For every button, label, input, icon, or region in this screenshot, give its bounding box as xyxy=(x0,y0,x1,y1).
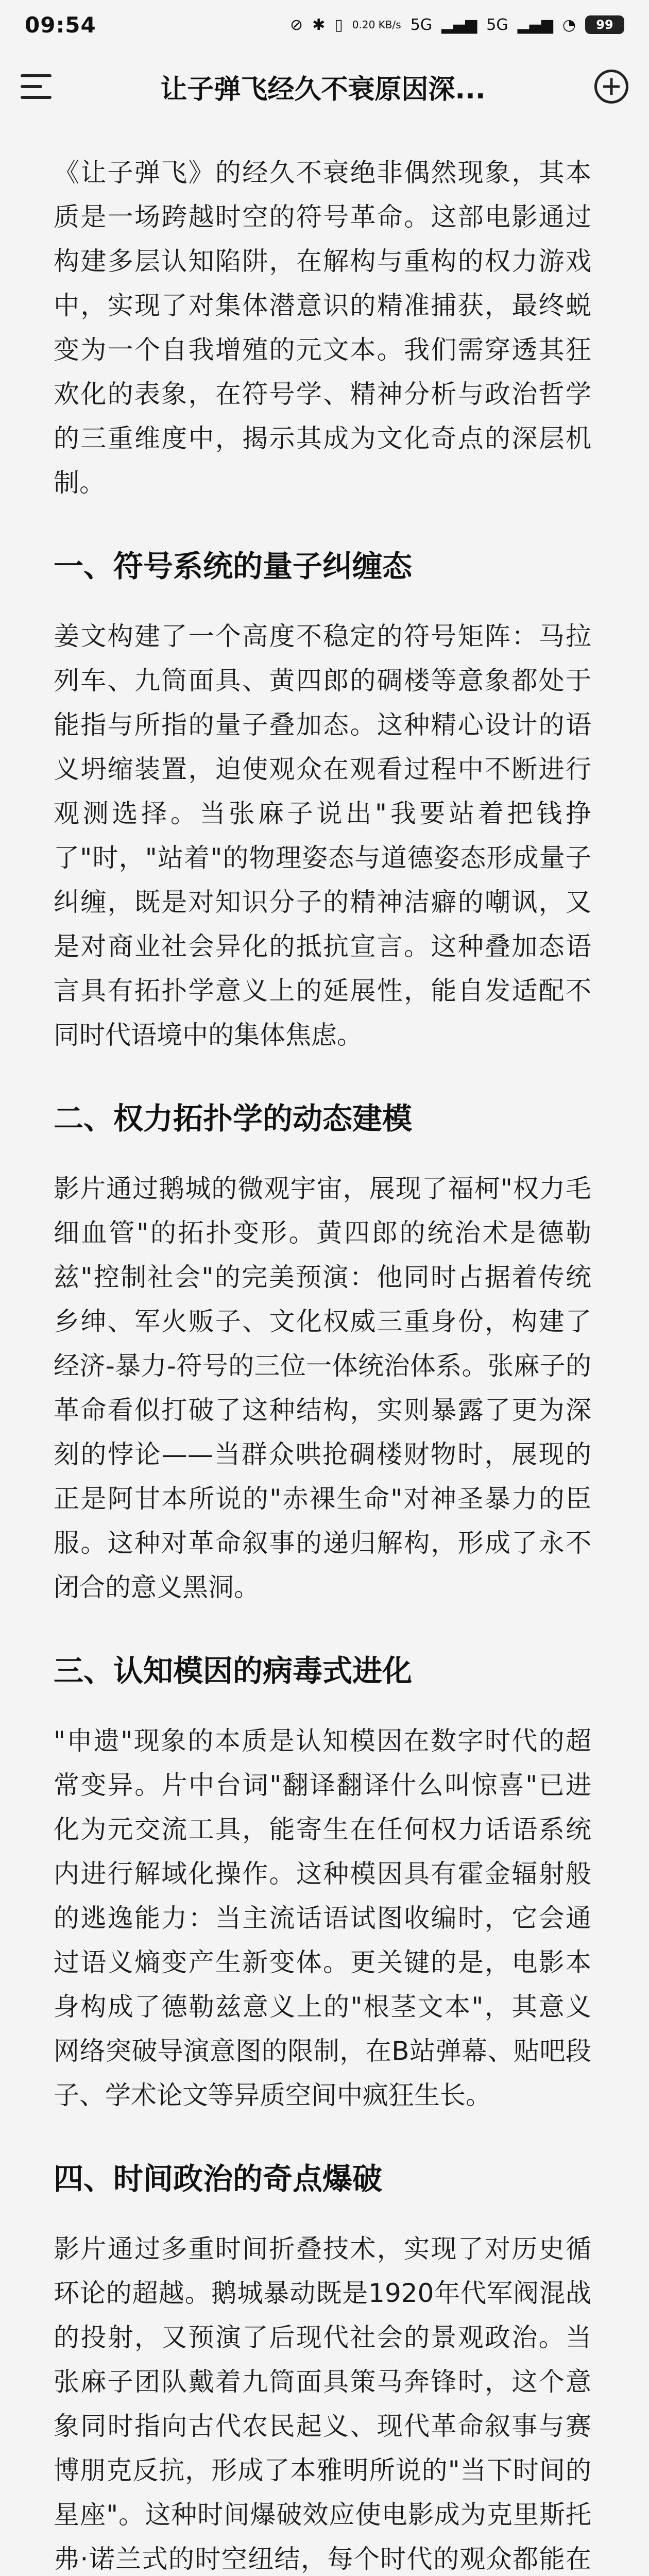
section-heading: 三、认知模因的病毒式进化 xyxy=(54,1653,413,1688)
network-speed: 0.20 KB/s xyxy=(352,19,401,31)
signal-bars-icon: ▂▄▆ xyxy=(441,15,477,34)
section-heading: 四、时间政治的奇点爆破 xyxy=(54,2161,383,2196)
page-title: 让子弹飞经久不衰原因深... xyxy=(160,74,486,105)
section-paragraph: "申遗"现象的本质是认知模因在数字时代的超常变异。片中台词"翻译翻译什么叫惊喜"已进化为元交流工具，能寄生在任何权力话语系统内进行解域化操作。这种模因具有霍金辐射般的逃逸能力：当主流话语试图收编时，它会通过语义熵变产生新变体。更关键的是，电影本身构成了德勒兹意义上的"根茎文本"，其意义网络突破导演意图的限制，在B站弹幕、贴吧段子、学术论文等异质空间中疯狂生长。 xyxy=(54,1726,591,2110)
wifi-icon: ◔ xyxy=(562,15,576,34)
status-time: 09:54 xyxy=(25,12,96,38)
battery-indicator: 99 xyxy=(585,15,624,34)
plus-circle-icon[interactable] xyxy=(594,70,628,104)
bluetooth-icon: ✱ xyxy=(312,15,326,34)
section-paragraph: 影片通过多重时间折叠技术，实现了对历史循环论的超越。鹅城暴动既是1920年代军阀混战的投射，又预演了后现代社会的景观政治。当张麻子团队戴着九筒面具策马奔锋时，这个意象同时指向古代农民起义、现代革命叙事与赛博朋克反抗，形成了本雅明所说的"当下时间的星座"。这种时间爆破效应使电影成为克里斯托弗·诺兰式的时空纽结，每个时代的观众都能在 xyxy=(54,2234,591,2574)
section-heading: 二、权力拓扑学的动态建模 xyxy=(54,1101,413,1136)
section-heading: 一、符号系统的量子纠缠态 xyxy=(54,549,413,584)
article-content xyxy=(54,150,591,2576)
section-paragraph: 姜文构建了一个高度不稳定的符号矩阵：马拉列车、九筒面具、黄四郎的碉楼等意象都处于能指与所指的量子叠加态。这种精心设计的语义坍缩装置，迫使观众在观看过程中不断进行观测选择。当张麻子说出"我要站着把钱挣了"时，"站着"的物理姿态与道德姿态形成量子纠缠，既是对知识分子的精神洁癖的嘲讽，又是对商业社会异化的抵抗宣言。这种叠加态语言具有拓扑学意义上的延展性，能自发适配不同时代语境中的集体焦虑。 xyxy=(54,621,591,1050)
section-paragraph: 影片通过鹅城的微观宇宙，展现了福柯"权力毛细血管"的拓扑变形。黄四郎的统治术是德勒兹"控制社会"的完美预演：他同时占据着传统乡绅、军火贩子、文化权威三重身份，构建了经济-暴力-符号的三位一体统治体系。张麻子的革命看似打破了这种结构，实则暴露了更为深刻的悖论——当群众哄抢碉楼财物时，展现的正是阿甘本所说的"赤裸生命"对神圣暴力的臣服。这种对革命叙事的递归解构，形成了永不闭合的意义黑洞。 xyxy=(54,1174,591,1602)
intro-paragraph: 《让子弹飞》的经久不衰绝非偶然现象，其本质是一场跨越时空的符号革命。这部电影通过构建多层认知陷阱，在解构与重构的权力游戏中，实现了对集体潜意识的精准捕获，最终蜕变为一个自我增殖的元文本。我们需穿透其狂欢化的表象，在符号学、精神分析与政治哲学的三重维度中，揭示其成为文化奇点的深层机制。 xyxy=(54,158,591,498)
vibrate-icon: ▯ xyxy=(334,15,343,34)
nav-bar xyxy=(0,49,649,124)
signal-bars-icon-2: ▂▄▆ xyxy=(517,15,553,34)
network-5g-hd-2: 5G xyxy=(486,15,508,34)
network-5g-hd-1: 5G xyxy=(410,15,433,34)
status-bar xyxy=(0,0,649,49)
signal-blocked-icon: ⊘ xyxy=(290,15,303,34)
status-indicators xyxy=(290,15,624,34)
hamburger-menu-icon[interactable] xyxy=(21,74,52,99)
